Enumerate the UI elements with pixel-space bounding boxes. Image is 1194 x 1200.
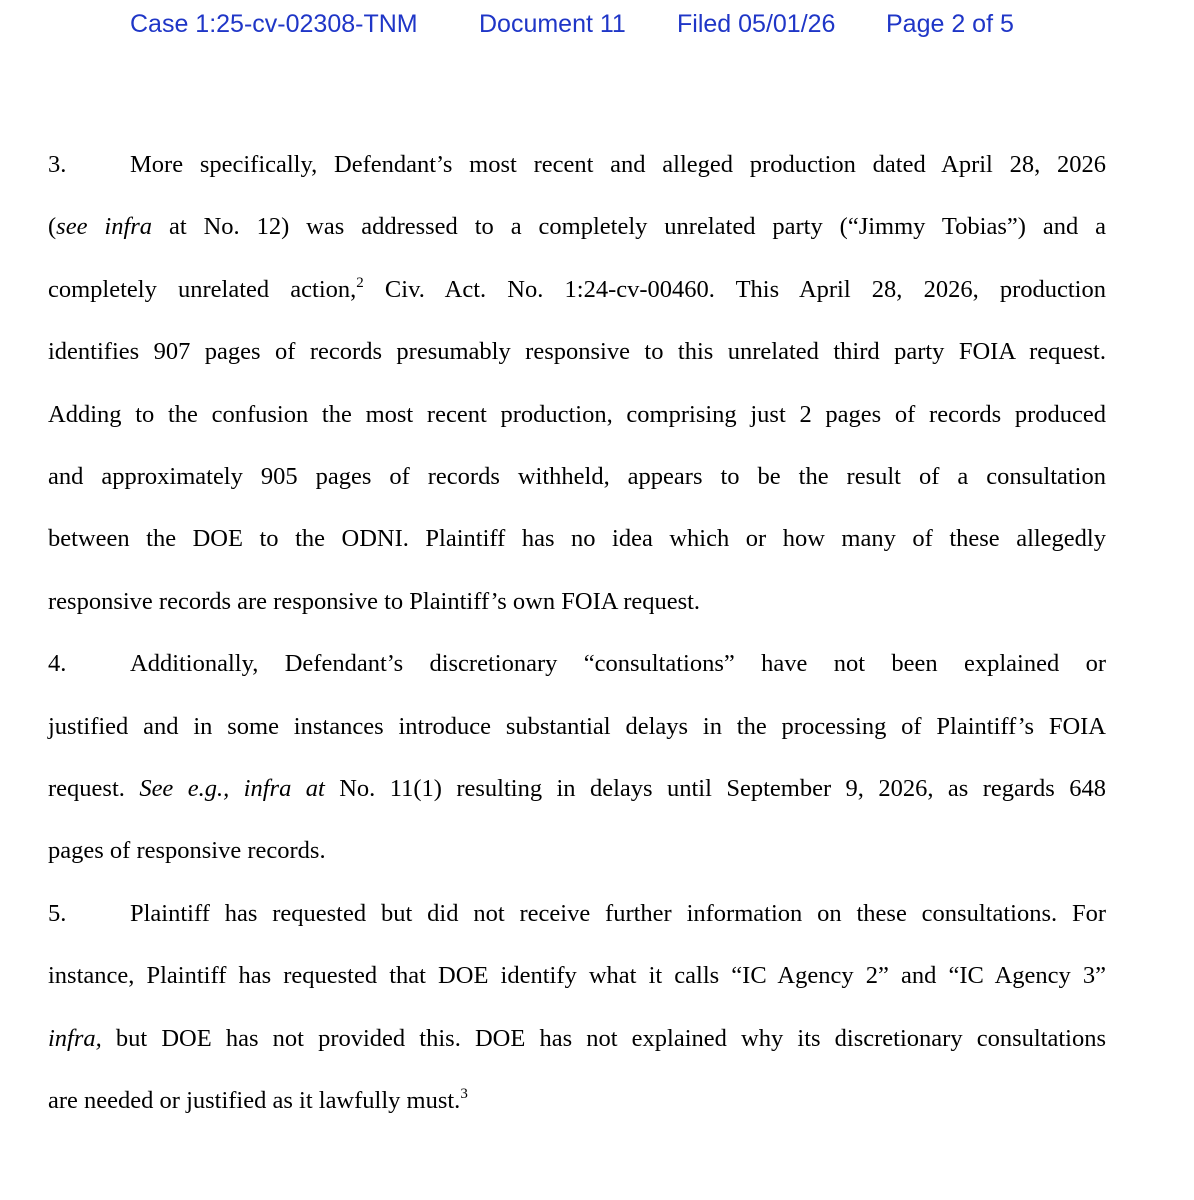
- paragraph-3-line: [48, 400, 1106, 430]
- text-run: between the DOE to the ODNI. Plaintiff has no idea which or how many of these allegedly: [48, 525, 1106, 553]
- text-run: Plaintiff has requested but did not receive further information on these consultations. For: [130, 899, 1106, 927]
- paragraph-3-line: [48, 524, 1106, 554]
- text-run: No. 11(1) resulting in delays until September 9, 2026, as regards 648: [324, 775, 1107, 802]
- paragraph-number: 3.: [48, 151, 67, 178]
- case-number: Case 1:25-cv-02308-TNM: [130, 10, 418, 38]
- text-run: Adding to the confusion the most recent production, comprising just 2 pages of records produced: [48, 400, 1106, 428]
- ecf-header: [0, 8, 1194, 44]
- paragraph-4-line: [48, 774, 1106, 804]
- document-number: Document 11: [479, 10, 626, 38]
- text-run: instance, Plaintiff has requested that DOE identify what it calls “IC Agency 2” and “IC Agency 3”: [48, 962, 1106, 990]
- text-run: justified and in some instances introduce substantial delays in the processing of Plaintiff’s FOIA: [48, 712, 1106, 740]
- paragraph-4-line: [48, 649, 1106, 679]
- paragraph-3-line: [48, 462, 1106, 492]
- paragraph-5-line: [48, 1024, 1106, 1054]
- text-run: are needed or justified as it lawfully must.: [48, 1087, 461, 1114]
- italic-citation: infra,: [48, 1024, 102, 1052]
- footnote-marker: 2: [356, 274, 364, 291]
- text-run: at No. 12) was addressed to a completely unrelated party (“Jimmy Tobias”) and a: [152, 213, 1106, 241]
- paragraph-4-line: [48, 712, 1106, 742]
- italic-citation: see infra: [56, 213, 153, 241]
- filed-date: Filed 05/01/26: [677, 10, 836, 38]
- paragraph-5-line: [48, 1086, 1106, 1116]
- paragraph-number: 4.: [48, 650, 67, 678]
- text-run: responsive records are responsive to Plaintiff’s own FOIA request.: [48, 587, 701, 615]
- text-run: completely unrelated action,: [48, 275, 357, 303]
- text-run: (: [48, 213, 57, 241]
- paragraph-number: 5.: [48, 899, 67, 927]
- paragraph-3-line: [48, 150, 1106, 180]
- text-run: identifies 907 pages of records presumably responsive to this unrelated third party FOIA request.: [48, 338, 1106, 366]
- text-run: and approximately 905 pages of records withheld, appears to be the result of a consultation: [48, 463, 1106, 490]
- text-run: pages of responsive records.: [48, 837, 326, 865]
- text-run: request.: [48, 775, 140, 802]
- paragraph-3-line: [48, 212, 1106, 242]
- footnote-marker: 3: [460, 1086, 468, 1102]
- text-run: Additionally, Defendant’s discretionary “consultations” have not been explained or: [130, 650, 1106, 678]
- page-indicator: Page 2 of 5: [886, 10, 1014, 38]
- text-run: Civ. Act. No. 1:24-cv-00460. This April 28, 2026, production: [363, 275, 1106, 303]
- paragraph-3-line: [48, 275, 1106, 305]
- italic-citation: See e.g., infra at: [139, 775, 325, 802]
- paragraph-4-line: [48, 836, 1106, 866]
- text-run: but DOE has not provided this. DOE has not explained why its discretionary consultations: [101, 1024, 1106, 1052]
- text-run: More specifically, Defendant’s most recent and alleged production dated April 28, 2026: [130, 151, 1106, 178]
- paragraph-3-line: [48, 587, 1106, 617]
- paragraph-3-line: [48, 337, 1106, 367]
- paragraph-5-line: [48, 899, 1106, 929]
- paragraph-5-line: [48, 961, 1106, 991]
